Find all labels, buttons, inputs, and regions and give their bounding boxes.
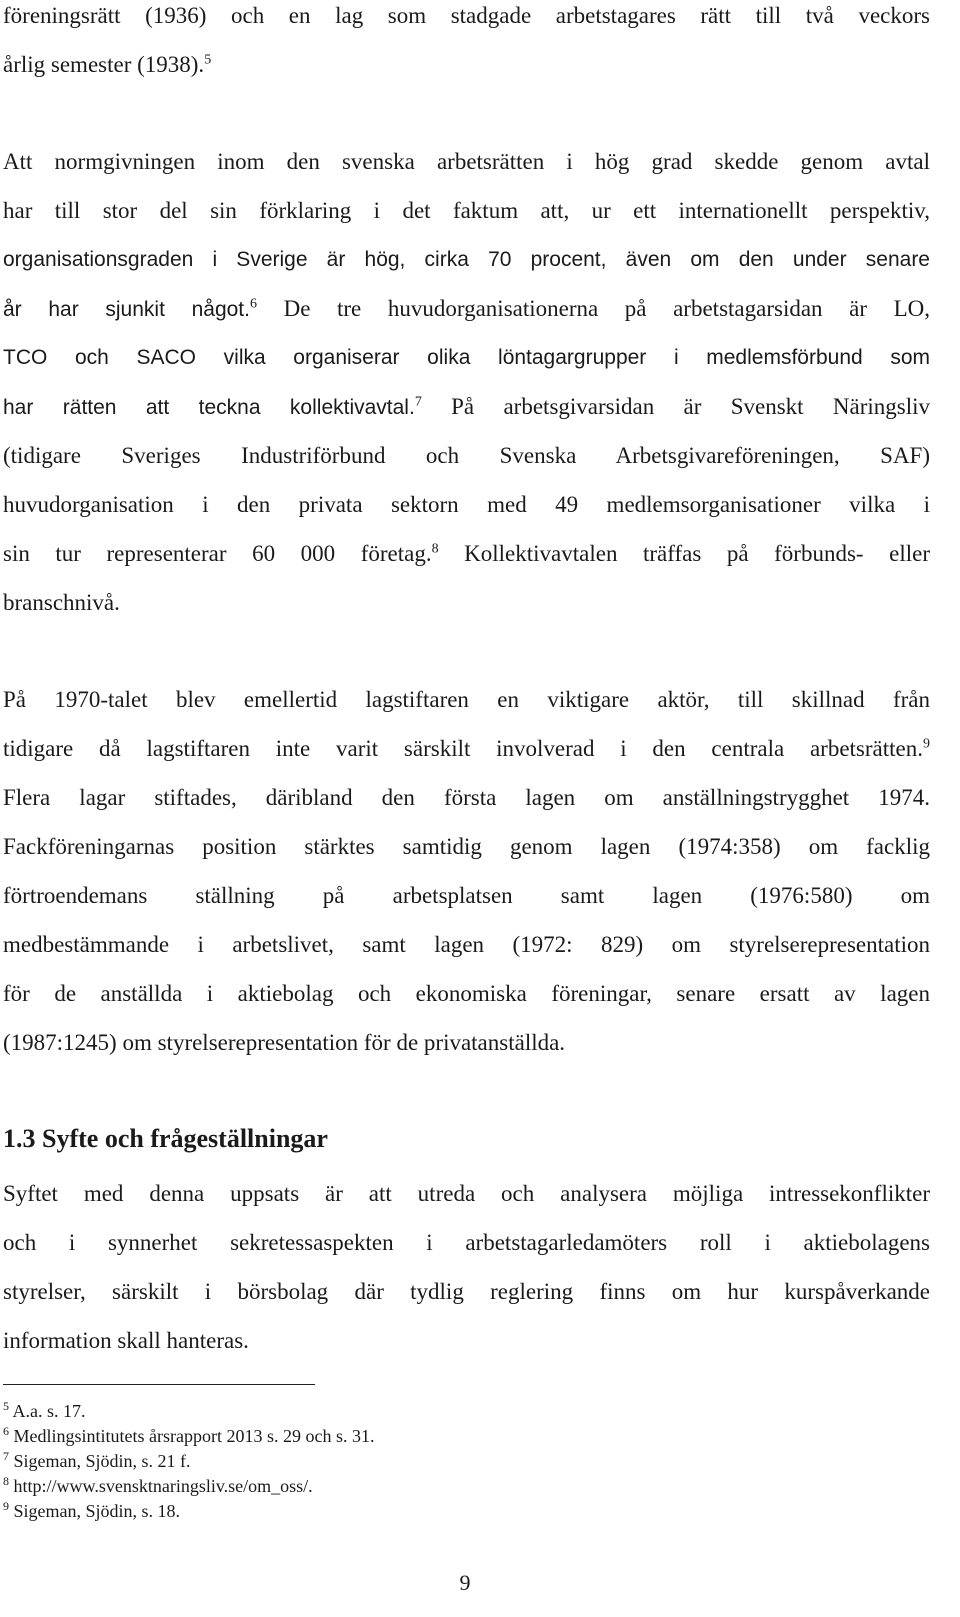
footnote-text: Medlingsintitutets årsrapport 2013 s. 29 och s. 31. <box>13 1426 375 1446</box>
footnote-text: A.a. s. 17. <box>12 1401 86 1421</box>
footnote-separator <box>3 1384 315 1385</box>
page-number: 9 <box>459 1570 471 1595</box>
footnote <box>3 1475 313 1497</box>
footnote-ref[interactable]: 6 <box>249 296 257 312</box>
text-span: De tre huvudorganisationerna på arbetstagarsidan är LO, <box>256 296 931 321</box>
footnote-number: 9 <box>3 1499 9 1513</box>
footnote <box>3 1425 374 1447</box>
footnote-number: 7 <box>3 1449 9 1463</box>
text-span: årlig semester (1938). <box>3 52 205 77</box>
paragraph-line: (1987:1245) om styrelserepresentation för de privatanställda. <box>3 1030 566 1055</box>
paragraph-line: (tidigare Sveriges Industriförbund och Svenska Arbetsgivareföreningen, SAF) <box>3 443 930 468</box>
paragraph-line <box>3 540 930 568</box>
footnote-ref[interactable]: 7 <box>414 394 422 410</box>
text-span: har rätten att teckna kollektivavtal. <box>3 396 415 419</box>
paragraph-line: Flera lagar stiftades, däribland den första lagen om anställningstrygghet 1974. <box>3 785 930 810</box>
text-span: sin tur representerar 60 000 företag. <box>3 541 432 566</box>
paragraph-line: styrelser, särskilt i börsbolag där tydlig reglering finns om hur kurspåverkande <box>3 1279 930 1304</box>
paragraph-line: information skall hanteras. <box>3 1328 249 1353</box>
footnote-ref[interactable]: 9 <box>923 736 930 752</box>
paragraph-line: Att normgivningen inom den svenska arbetsrätten i hög grad skedde genom avtal <box>3 149 930 174</box>
paragraph-line: huvudorganisation i den privata sektorn med 49 medlemsorganisationer vilka i <box>3 492 930 517</box>
footnote <box>3 1450 191 1472</box>
footnote-text: Sigeman, Sjödin, s. 18. <box>13 1501 181 1521</box>
paragraph-line: för de anställda i aktiebolag och ekonomiska föreningar, senare ersatt av lagen <box>3 981 930 1006</box>
paragraph-line <box>3 295 930 324</box>
paragraph-line: organisationsgraden i Sverige är hög, cirka 70 procent, även om den under senare <box>3 248 930 271</box>
footnote-link[interactable]: http://www.svensktnaringsliv.se/om_oss/. <box>13 1476 313 1496</box>
paragraph-line: Fackföreningarnas position stärktes samtidig genom lagen (1974:358) om facklig <box>3 834 930 859</box>
footnote-number: 5 <box>3 1399 9 1413</box>
paragraph-line <box>3 393 930 422</box>
text-span: tidigare då lagstiftaren inte varit särskilt involverad i den centrala arbetsrätten. <box>3 736 923 761</box>
footnote-number: 6 <box>3 1424 9 1438</box>
footnote-ref[interactable]: 8 <box>431 541 439 557</box>
paragraph-line <box>3 51 930 79</box>
section-heading: 1.3 Syfte och frågeställningar <box>3 1124 328 1153</box>
text-span: På arbetsgivarsidan är Svenskt Näringsliv <box>421 394 930 419</box>
paragraph-line: branschnivå. <box>3 590 120 615</box>
paragraph-line: föreningsrätt (1936) och en lag som stadgade arbetstagares rätt till två veckors <box>3 3 930 28</box>
paragraph-line: och i synnerhet sekretessaspekten i arbetstagarledamöters roll i aktiebolagens <box>3 1230 930 1255</box>
paragraph-line <box>3 735 930 763</box>
paragraph-line: TCO och SACO vilka organiserar olika löntagargrupper i medlemsförbund som <box>3 346 930 369</box>
paragraph-line: På 1970-talet blev emellertid lagstiftaren en viktigare aktör, till skillnad från <box>3 687 930 712</box>
paragraph-line: medbestämmande i arbetslivet, samt lagen (1972: 829) om styrelserepresentation <box>3 932 930 957</box>
paragraph-line: Syftet med denna uppsats är att utreda och analysera möjliga intressekonflikter <box>3 1181 930 1206</box>
footnote <box>3 1500 180 1522</box>
footnote-ref[interactable]: 5 <box>204 52 212 68</box>
paragraph-line: förtroendemans ställning på arbetsplatsen samt lagen (1976:580) om <box>3 883 930 908</box>
text-span: år har sjunkit något. <box>3 298 250 321</box>
text-span: Kollektivavtalen träffas på förbunds- eller <box>438 541 930 566</box>
paragraph-line: har till stor del sin förklaring i det faktum att, ur ett internationellt perspektiv, <box>3 198 930 223</box>
footnote-number: 8 <box>3 1474 9 1488</box>
footnote <box>3 1400 86 1422</box>
footnote-text: Sigeman, Sjödin, s. 21 f. <box>13 1451 191 1471</box>
